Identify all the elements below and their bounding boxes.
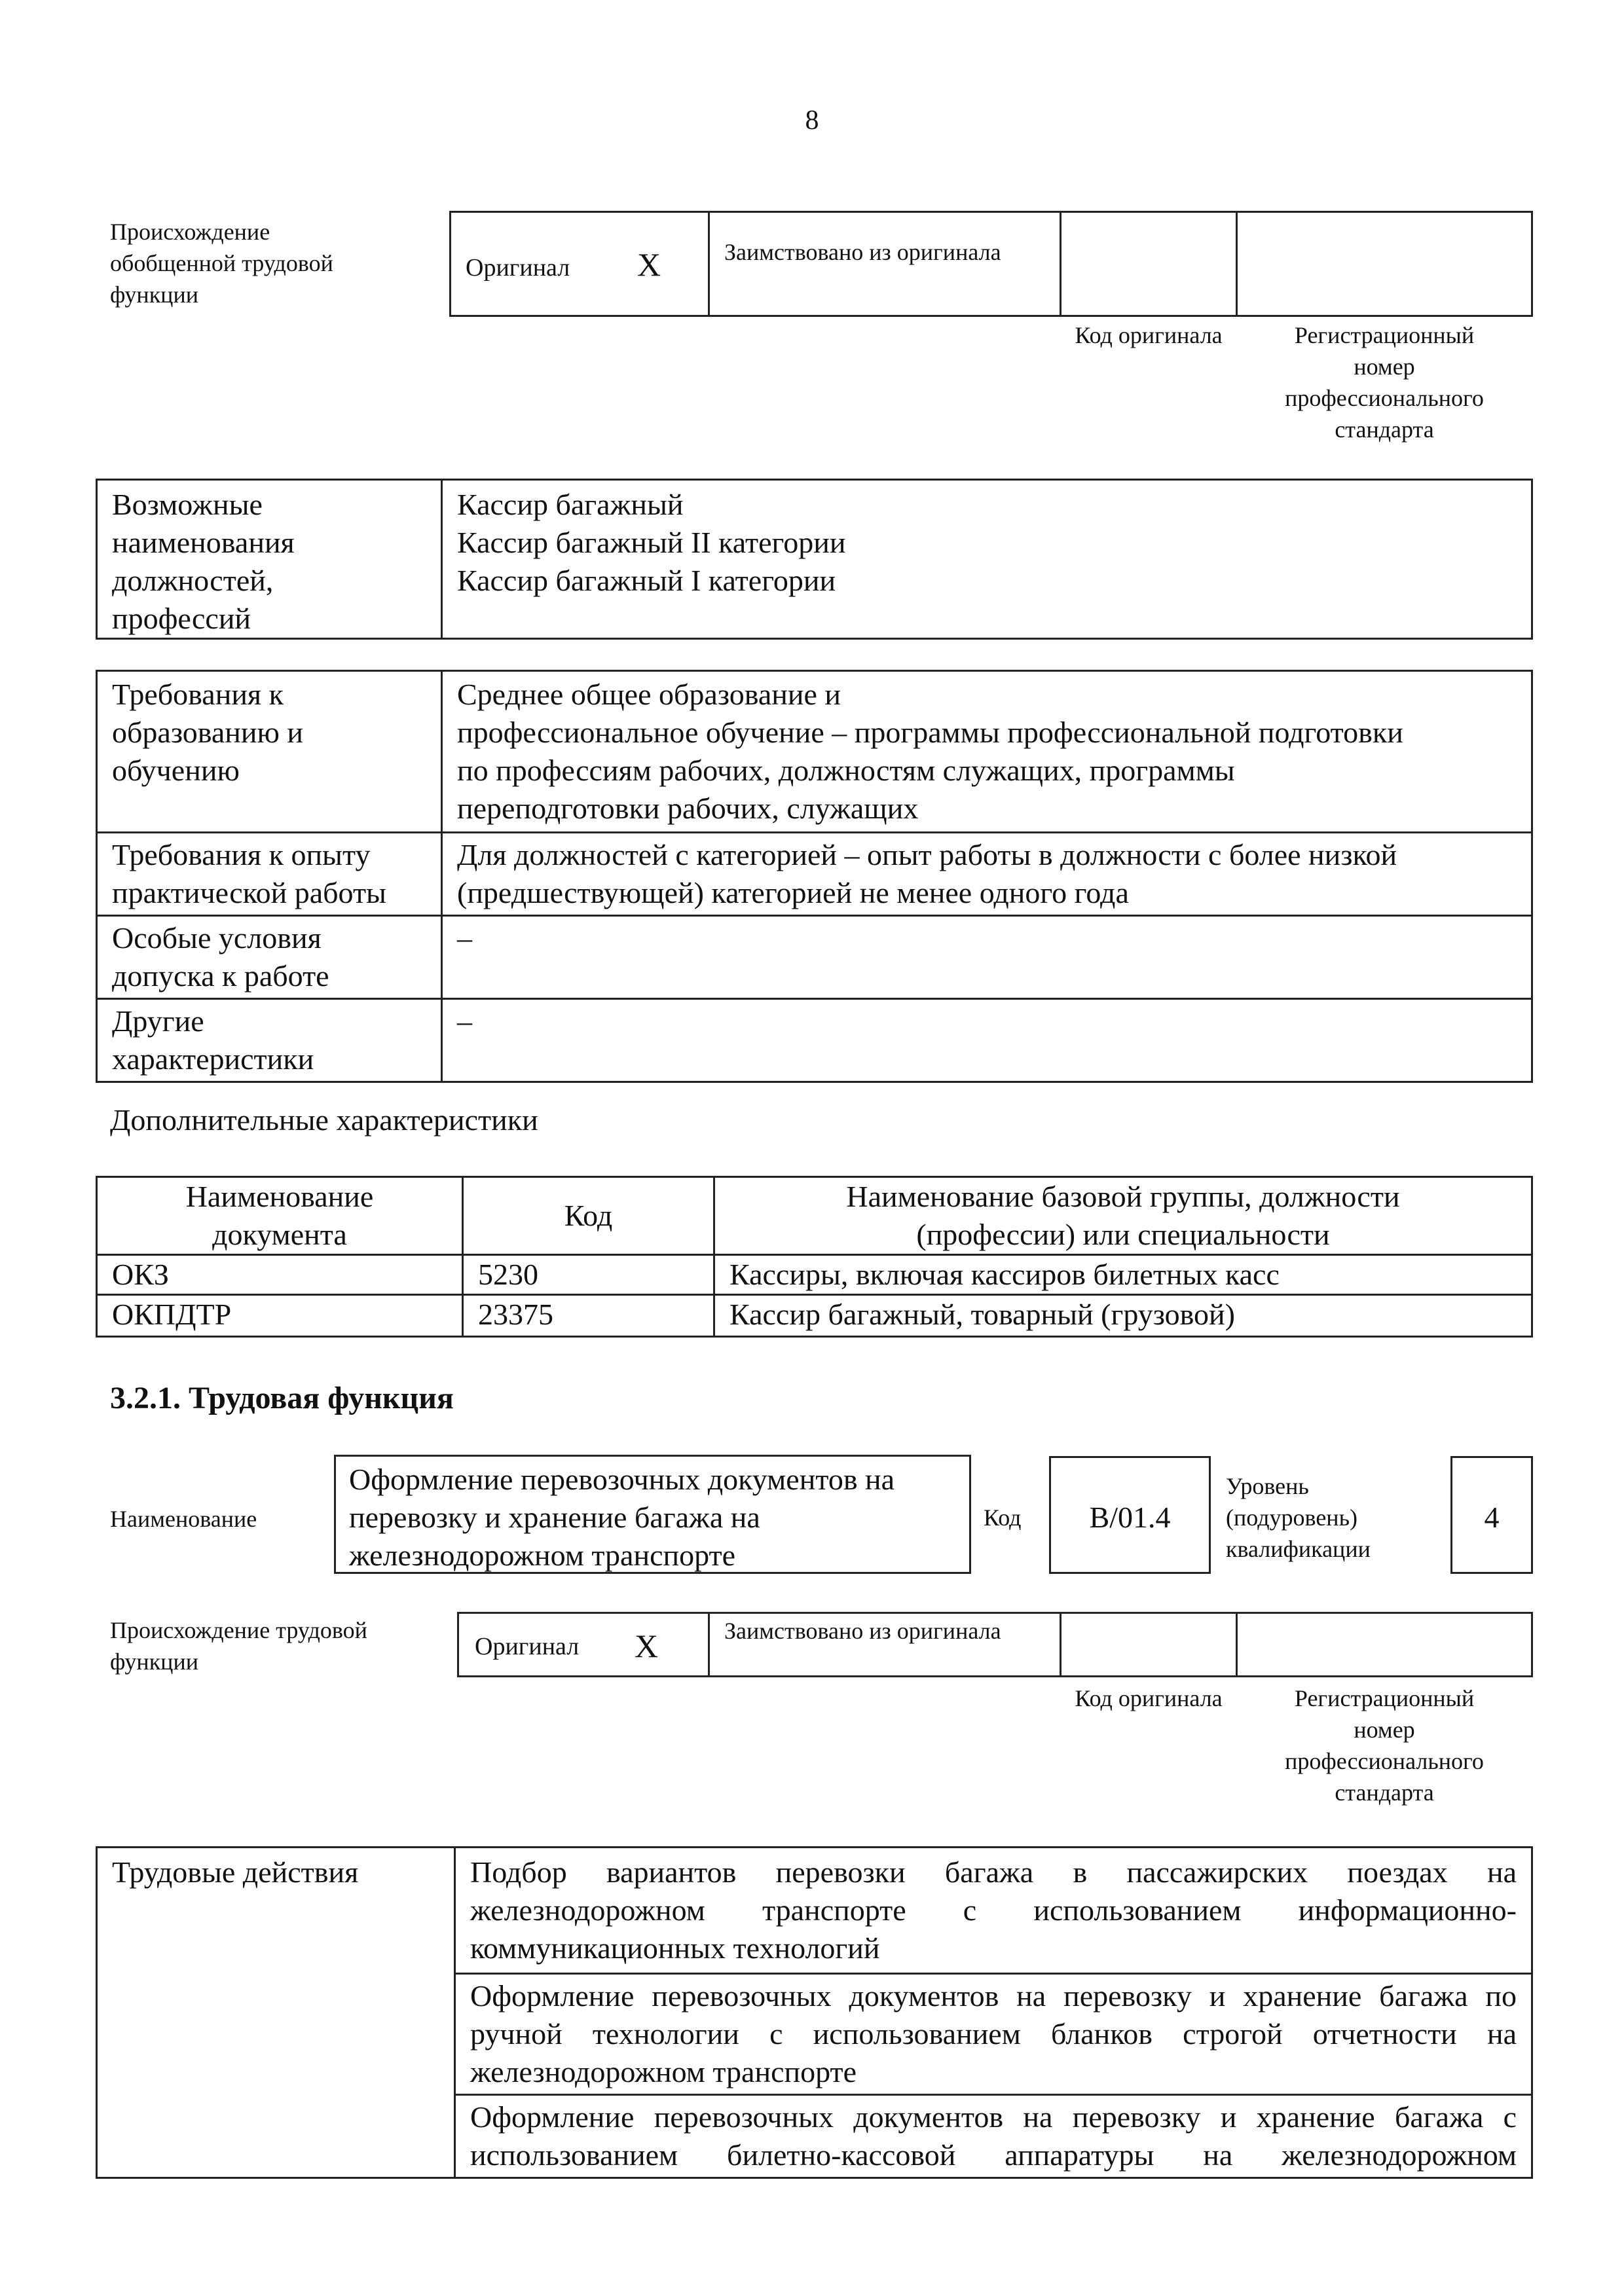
- req-education-line: Среднее общее образование и: [457, 678, 841, 711]
- req-admission-value: –: [457, 921, 472, 955]
- original2-mark: X: [635, 1628, 659, 1664]
- req-experience-label: Требования к опыту практической работы: [112, 838, 386, 909]
- labor-action-item: Оформление перевозочных документов на перевозку и хранение багажа по ручной технологии с использованием бланков строгой отчетности на железнодорожном транспорте: [470, 1979, 1517, 2088]
- origin2-borrowed-cell: [708, 1612, 1061, 1677]
- labor-actions-table: [96, 1846, 1533, 2179]
- function-name-value: Оформление перевозочных документов на перевозку и хранение багажа на железнодорожном транспорте: [349, 1463, 895, 1572]
- function-name-label: Наименование: [110, 1506, 257, 1532]
- positions-label: Возможные наименования должностей, профессий: [112, 488, 295, 635]
- origin-reg-cell: [1236, 211, 1533, 317]
- original-mark: X: [637, 246, 661, 283]
- code-caption: Код оригинала: [1075, 322, 1223, 348]
- origin2-reg-cell: [1236, 1612, 1533, 1677]
- additional-cell-doc: ОКПДТР: [112, 1298, 232, 1331]
- code2-caption: Код оригинала: [1075, 1685, 1223, 1711]
- positions-table: [96, 479, 1533, 640]
- original2-label: Оригинал: [475, 1633, 580, 1660]
- additional-header-code: Код: [564, 1199, 613, 1232]
- additional-cell-doc: ОКЗ: [112, 1258, 169, 1291]
- table-row: [97, 1255, 1532, 1295]
- req-education-label: Требования к образованию и обучению: [112, 678, 303, 787]
- additional-header-doc: Наименование документа: [185, 1180, 374, 1251]
- origin2-label: Происхождение трудовой функции: [110, 1617, 367, 1675]
- req-admission-label: Особые условия допуска к работе: [112, 921, 329, 993]
- req-experience-line: Для должностей с категорией – опыт работы в должности с более низкой: [457, 838, 1397, 871]
- borrowed2-label: Заимствовано из оригинала: [724, 1618, 1001, 1644]
- section-heading: 3.2.1. Трудовая функция: [110, 1381, 454, 1415]
- reg2-caption: Регистрационный номер профессионального стандарта: [1285, 1685, 1484, 1806]
- req-other-label: Другие характеристики: [112, 1004, 314, 1076]
- page-number: 8: [805, 105, 819, 136]
- position-item: Кассир багажный: [457, 488, 684, 521]
- borrowed-label: Заимствовано из оригинала: [724, 239, 1001, 265]
- additional-title: Дополнительные характеристики: [110, 1103, 538, 1137]
- additional-cell-group: Кассиры, включая кассиров билетных касс: [729, 1258, 1280, 1291]
- function-code-label: Код: [984, 1504, 1022, 1531]
- function-name-box: [334, 1455, 971, 1574]
- req-education-line: профессиональное обучение – программы профессиональной подготовки: [457, 716, 1403, 749]
- labor-actions-label: Трудовые действия: [112, 1855, 359, 1889]
- additional-cell-group: Кассир багажный, товарный (грузовой): [729, 1298, 1235, 1331]
- origin-borrowed-cell: [708, 211, 1061, 317]
- function-code-value: B/01.4: [1089, 1501, 1171, 1534]
- req-other-value: –: [457, 1004, 472, 1038]
- origin-label: Происхождение обобщенной трудовой функции: [110, 219, 333, 308]
- function-code-box: [1049, 1456, 1211, 1574]
- table-row: [97, 1295, 1532, 1337]
- function-level-box: [1450, 1456, 1533, 1574]
- original-label: Оригинал: [466, 254, 570, 282]
- additional-cell-code: 5230: [478, 1258, 538, 1291]
- position-item: Кассир багажный II категории: [457, 526, 846, 559]
- additional-cell-code: 23375: [478, 1298, 553, 1331]
- labor-action-item: Подбор вариантов перевозки багажа в пассажирских поездах на железнодорожном транспорте с использованием информационно-коммуникационных технологий: [470, 1855, 1517, 1965]
- function-level-label: Уровень (подуровень) квалификации: [1226, 1473, 1371, 1562]
- labor-action-item: Оформление перевозочных документов на перевозку и хранение багажа с использованием билетно-кассовой аппаратуры на железнодорожном: [470, 2100, 1517, 2172]
- req-education-line: переподготовки рабочих, служащих: [457, 792, 919, 825]
- function-level-value: 4: [1484, 1501, 1500, 1534]
- additional-header-group: Наименование базовой группы, должности (профессии) или специальности: [846, 1180, 1400, 1251]
- origin2-code-cell: [1060, 1612, 1238, 1677]
- requirements-table: [96, 670, 1533, 1083]
- origin-original-cell: [449, 211, 710, 317]
- req-experience-line: (предшествующей) категорией не менее одного года: [457, 876, 1129, 909]
- origin2-original-cell: [457, 1612, 710, 1677]
- origin-code-cell: [1060, 211, 1238, 317]
- reg-caption: Регистрационный номер профессионального стандарта: [1285, 322, 1484, 443]
- position-item: Кассир багажный I категории: [457, 564, 836, 597]
- req-education-line: по профессиям рабочих, должностям служащих, программы: [457, 754, 1235, 787]
- additional-table: [96, 1176, 1533, 1338]
